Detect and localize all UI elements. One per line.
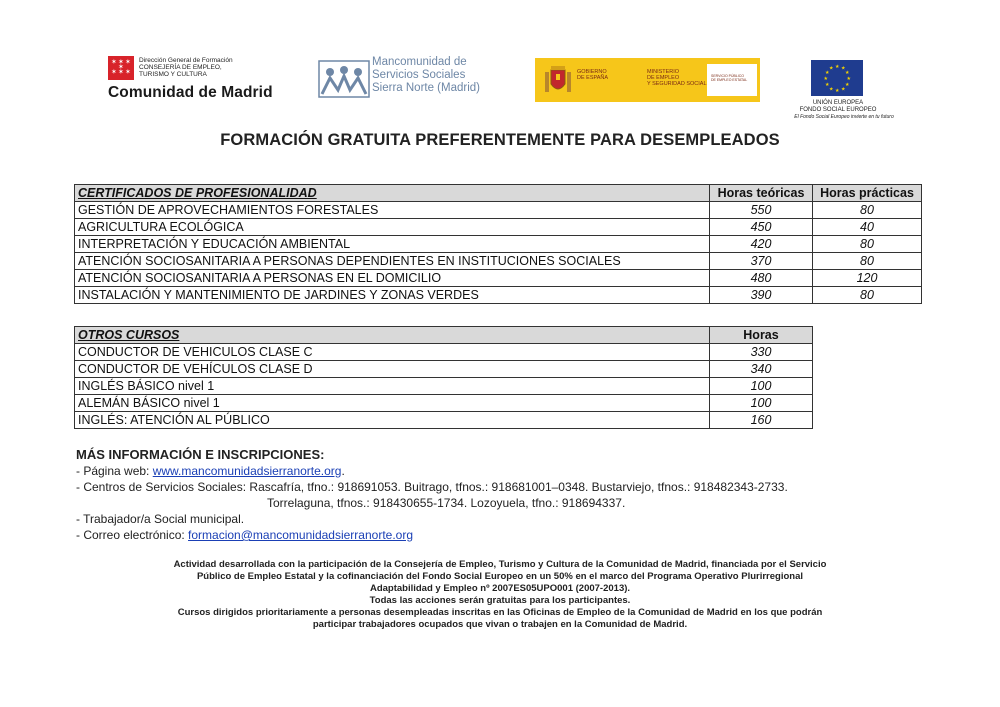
horas-practicas-header: Horas prácticas	[813, 185, 922, 202]
spain-coat-of-arms-icon	[543, 64, 573, 96]
footer-line5: Cursos dirigidos prioritariamente a personas desempleadas inscritas en las Oficinas de Empleo de la Comunidad de Madrid en los que podrán	[177, 607, 823, 618]
eu-flag-icon	[811, 60, 863, 96]
svg-text:★: ★	[825, 70, 830, 76]
eu-line1: UNIÓN EUROPEA	[812, 100, 864, 106]
footer-notice	[0, 559, 1000, 631]
comunidad-subtitle	[139, 57, 233, 78]
horas-teoricas: 390	[710, 287, 813, 304]
course-name: INGLÉS: ATENCIÓN AL PÚBLICO	[75, 412, 710, 429]
horas: 340	[710, 361, 813, 378]
horas: 330	[710, 344, 813, 361]
comunidad-name: Comunidad de Madrid	[108, 84, 273, 101]
table-row	[75, 253, 922, 270]
ministerio-line2: DE EMPLEO	[647, 75, 680, 81]
union-europea-logo	[790, 58, 900, 124]
comunidad-de-madrid-logo	[108, 56, 293, 102]
footer-line2: Público de Empleo Estatal y la cofinanciación del Fondo Social Europeo en un 50% en el marco del Programa Operativo Plurirregional	[196, 571, 804, 582]
correo-prefix: - Correo electrónico:	[76, 528, 189, 542]
gobierno-text	[577, 69, 608, 81]
correo-line	[76, 527, 788, 543]
madrid-stars-icon: ✶ ✶ ✶ ✶ ✶ ✶ ✶	[108, 56, 134, 80]
horas-teoricas: 480	[710, 270, 813, 287]
horas-teoricas: 550	[710, 202, 813, 219]
table-row	[75, 395, 813, 412]
horas-practicas: 80	[813, 236, 922, 253]
otros-cursos-table	[74, 326, 813, 429]
horas-practicas: 80	[813, 202, 922, 219]
ministerio-line1: MINISTERIO	[647, 69, 680, 75]
centros-line1: - Centros de Servicios Sociales: Rascafría, tfno.: 918691053. Buitrago, tfnos.: 918681001–0348. Bustarviejo, tfnos.: 918482343-2733.	[76, 480, 788, 494]
svg-text:★: ★	[835, 64, 840, 70]
course-name: GESTIÓN DE APROVECHAMIENTOS FORESTALES	[75, 202, 710, 219]
course-name: ATENCIÓN SOCIOSANITARIA A PERSONAS DEPENDIENTES EN INSTITUCIONES SOCIALES	[75, 253, 710, 270]
horas-teoricas: 420	[710, 236, 813, 253]
course-name: ATENCIÓN SOCIOSANITARIA A PERSONAS EN EL DOMICILIO	[75, 270, 710, 287]
course-name: CONDUCTOR DE VEHÍCULOS CLASE D	[75, 361, 710, 378]
svg-text:★: ★	[823, 76, 828, 82]
comunidad-line1: Dirección General de Formación	[139, 57, 233, 64]
comunidad-line2: CONSEJERÍA DE EMPLEO,	[139, 64, 222, 71]
servicio-text	[711, 74, 747, 82]
horas-practicas: 80	[813, 287, 922, 304]
mancomunidad-text	[372, 56, 480, 95]
comunidad-line3: TURISMO Y CULTURA	[139, 71, 207, 78]
table-row	[75, 361, 813, 378]
horas-practicas: 120	[813, 270, 922, 287]
web-line	[76, 463, 788, 479]
table-row	[75, 378, 813, 395]
course-name: INGLÉS BÁSICO nivel 1	[75, 378, 710, 395]
footer-line3: Adaptabilidad y Empleo nº 2007ES05UPO001 (2007-2013).	[369, 583, 631, 594]
footer-line4: Todas las acciones serán gratuitas para los participantes.	[369, 595, 631, 606]
mancomunidad-line3: Sierra Norte (Madrid)	[372, 82, 480, 94]
info-section	[76, 447, 788, 543]
servicio-line2: DE EMPLEO ESTATAL	[711, 78, 748, 82]
svg-text:★: ★	[835, 88, 840, 94]
horas: 160	[710, 412, 813, 429]
table-row	[75, 344, 813, 361]
horas-practicas: 80	[813, 253, 922, 270]
svg-text:★: ★	[845, 82, 850, 88]
svg-text:★: ★	[841, 65, 846, 72]
ministerio-line3: Y SEGURIDAD SOCIAL	[647, 81, 707, 87]
table-row	[75, 412, 813, 429]
gobierno-line2: DE ESPAÑA	[577, 75, 609, 81]
horas-teoricas-header: Horas teóricas	[710, 185, 813, 202]
table-row	[75, 202, 922, 219]
website-link[interactable]: www.mancomunidadsierranorte.org	[152, 464, 342, 478]
horas: 100	[710, 395, 813, 412]
course-name: INSTALACIÓN Y MANTENIMIENTO DE JARDINES Y ZONAS VERDES	[75, 287, 710, 304]
table-row	[75, 287, 922, 304]
mancomunidad-line2: Servicios Sociales	[372, 69, 466, 81]
gobierno-line1: GOBIERNO	[577, 69, 607, 75]
horas-practicas: 40	[813, 219, 922, 236]
gobierno-espana-logo	[535, 58, 760, 102]
otros-cursos-header: OTROS CURSOS	[75, 327, 710, 344]
trabajador-line: - Trabajador/a Social municipal.	[76, 512, 245, 526]
svg-text:★: ★	[846, 76, 851, 82]
course-name: ALEMÁN BÁSICO nivel 1	[75, 395, 710, 412]
ministerio-text	[647, 69, 707, 87]
svg-text:★: ★	[829, 86, 834, 93]
svg-text:★: ★	[845, 70, 850, 76]
email-link[interactable]: formacion@mancomunidadsierranorte.org	[188, 528, 413, 542]
svg-text:★: ★	[841, 86, 846, 93]
footer-line6: participar trabajadores ocupados que vivan o trabajen en la Comunidad de Madrid.	[312, 619, 688, 630]
web-prefix: - Página web:	[76, 464, 153, 478]
eu-motto: El Fondo Social Europeo invierte en tu futuro	[794, 114, 894, 120]
otros-header-row	[75, 327, 813, 344]
certificados-table	[74, 184, 922, 304]
eu-line2: FONDO SOCIAL EUROPEO	[799, 107, 877, 113]
course-name: INTERPRETACIÓN Y EDUCACIÓN AMBIENTAL	[75, 236, 710, 253]
svg-text:★: ★	[829, 65, 834, 72]
horas-teoricas: 450	[710, 219, 813, 236]
eu-text	[790, 100, 886, 114]
table-row	[75, 219, 922, 236]
certificados-header: CERTIFICADOS DE PROFESIONALIDAD	[75, 185, 710, 202]
horas: 100	[710, 378, 813, 395]
mancomunidad-people-icon	[318, 60, 370, 98]
horas-teoricas: 370	[710, 253, 813, 270]
servicio-line1: SERVICIO PÚBLICO	[711, 74, 745, 78]
mancomunidad-logo	[318, 56, 508, 102]
table-row	[75, 270, 922, 287]
certificados-header-row	[75, 185, 922, 202]
course-name: CONDUCTOR DE VEHICULOS CLASE C	[75, 344, 710, 361]
table-row	[75, 236, 922, 253]
page-title: FORMACIÓN GRATUITA PREFERENTEMENTE PARA DESEMPLEADOS	[220, 131, 780, 149]
svg-text:★: ★	[825, 82, 830, 88]
footer-line1: Actividad desarrollada con la participación de la Consejería de Empleo, Turismo y Cultura de la Comunidad de Madrid, financiada por el Servicio	[173, 559, 827, 570]
course-name: AGRICULTURA ECOLÓGICA	[75, 219, 710, 236]
horas-header: Horas	[710, 327, 813, 344]
mancomunidad-line1: Mancomunidad de	[372, 56, 467, 68]
web-suffix: .	[341, 464, 345, 478]
info-heading: MÁS INFORMACIÓN E INSCRIPCIONES:	[76, 447, 325, 462]
centros-line2: Torrelaguna, tfnos.: 918430655-1734. Lozoyuela, tfno.: 918694337.	[267, 496, 626, 510]
